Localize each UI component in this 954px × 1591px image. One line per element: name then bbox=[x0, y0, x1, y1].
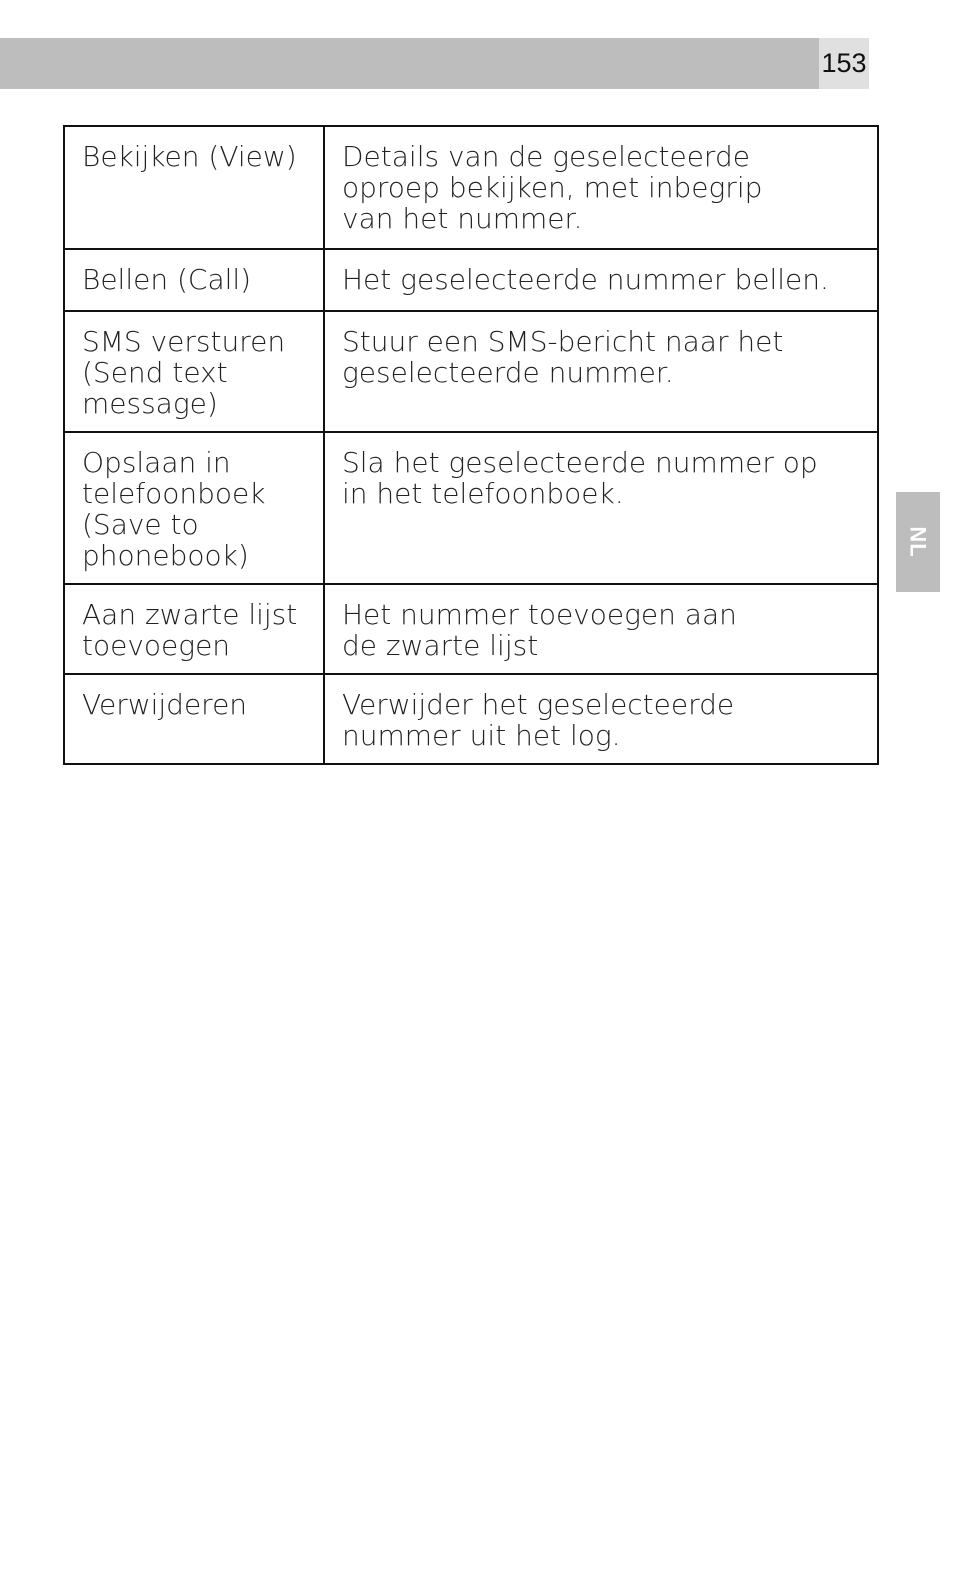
option-name: SMS versturen (Send text message) bbox=[64, 311, 324, 432]
option-description: Sla het geselecteerde nummer op in het telefoonboek. bbox=[324, 432, 878, 584]
language-tab bbox=[896, 492, 940, 592]
option-description: Het nummer toevoegen aan de zwarte lijst bbox=[324, 584, 878, 674]
option-name: Bellen (Call) bbox=[64, 249, 324, 311]
language-tab-label: NL bbox=[905, 526, 931, 558]
option-description: Het geselecteerde nummer bellen. bbox=[324, 249, 878, 311]
header-bar bbox=[0, 38, 819, 89]
table-row bbox=[64, 126, 878, 249]
table-row bbox=[64, 249, 878, 311]
option-description: Stuur een SMS-bericht naar het geselecteerde nummer. bbox=[324, 311, 878, 432]
option-name: Opslaan in telefoonboek (Save to phonebook) bbox=[64, 432, 324, 584]
option-name: Aan zwarte lijst toevoegen bbox=[64, 584, 324, 674]
option-description: Verwijder het geselecteerde nummer uit het log. bbox=[324, 674, 878, 764]
table-row bbox=[64, 311, 878, 432]
page-number: 153 bbox=[819, 38, 869, 89]
table-row bbox=[64, 432, 878, 584]
option-name: Bekijken (View) bbox=[64, 126, 324, 249]
option-description: Details van de geselecteerde oproep bekijken, met inbegrip van het nummer. bbox=[324, 126, 878, 249]
option-name: Verwijderen bbox=[64, 674, 324, 764]
table-row bbox=[64, 674, 878, 764]
table-row bbox=[64, 584, 878, 674]
call-log-options-table bbox=[63, 125, 879, 765]
